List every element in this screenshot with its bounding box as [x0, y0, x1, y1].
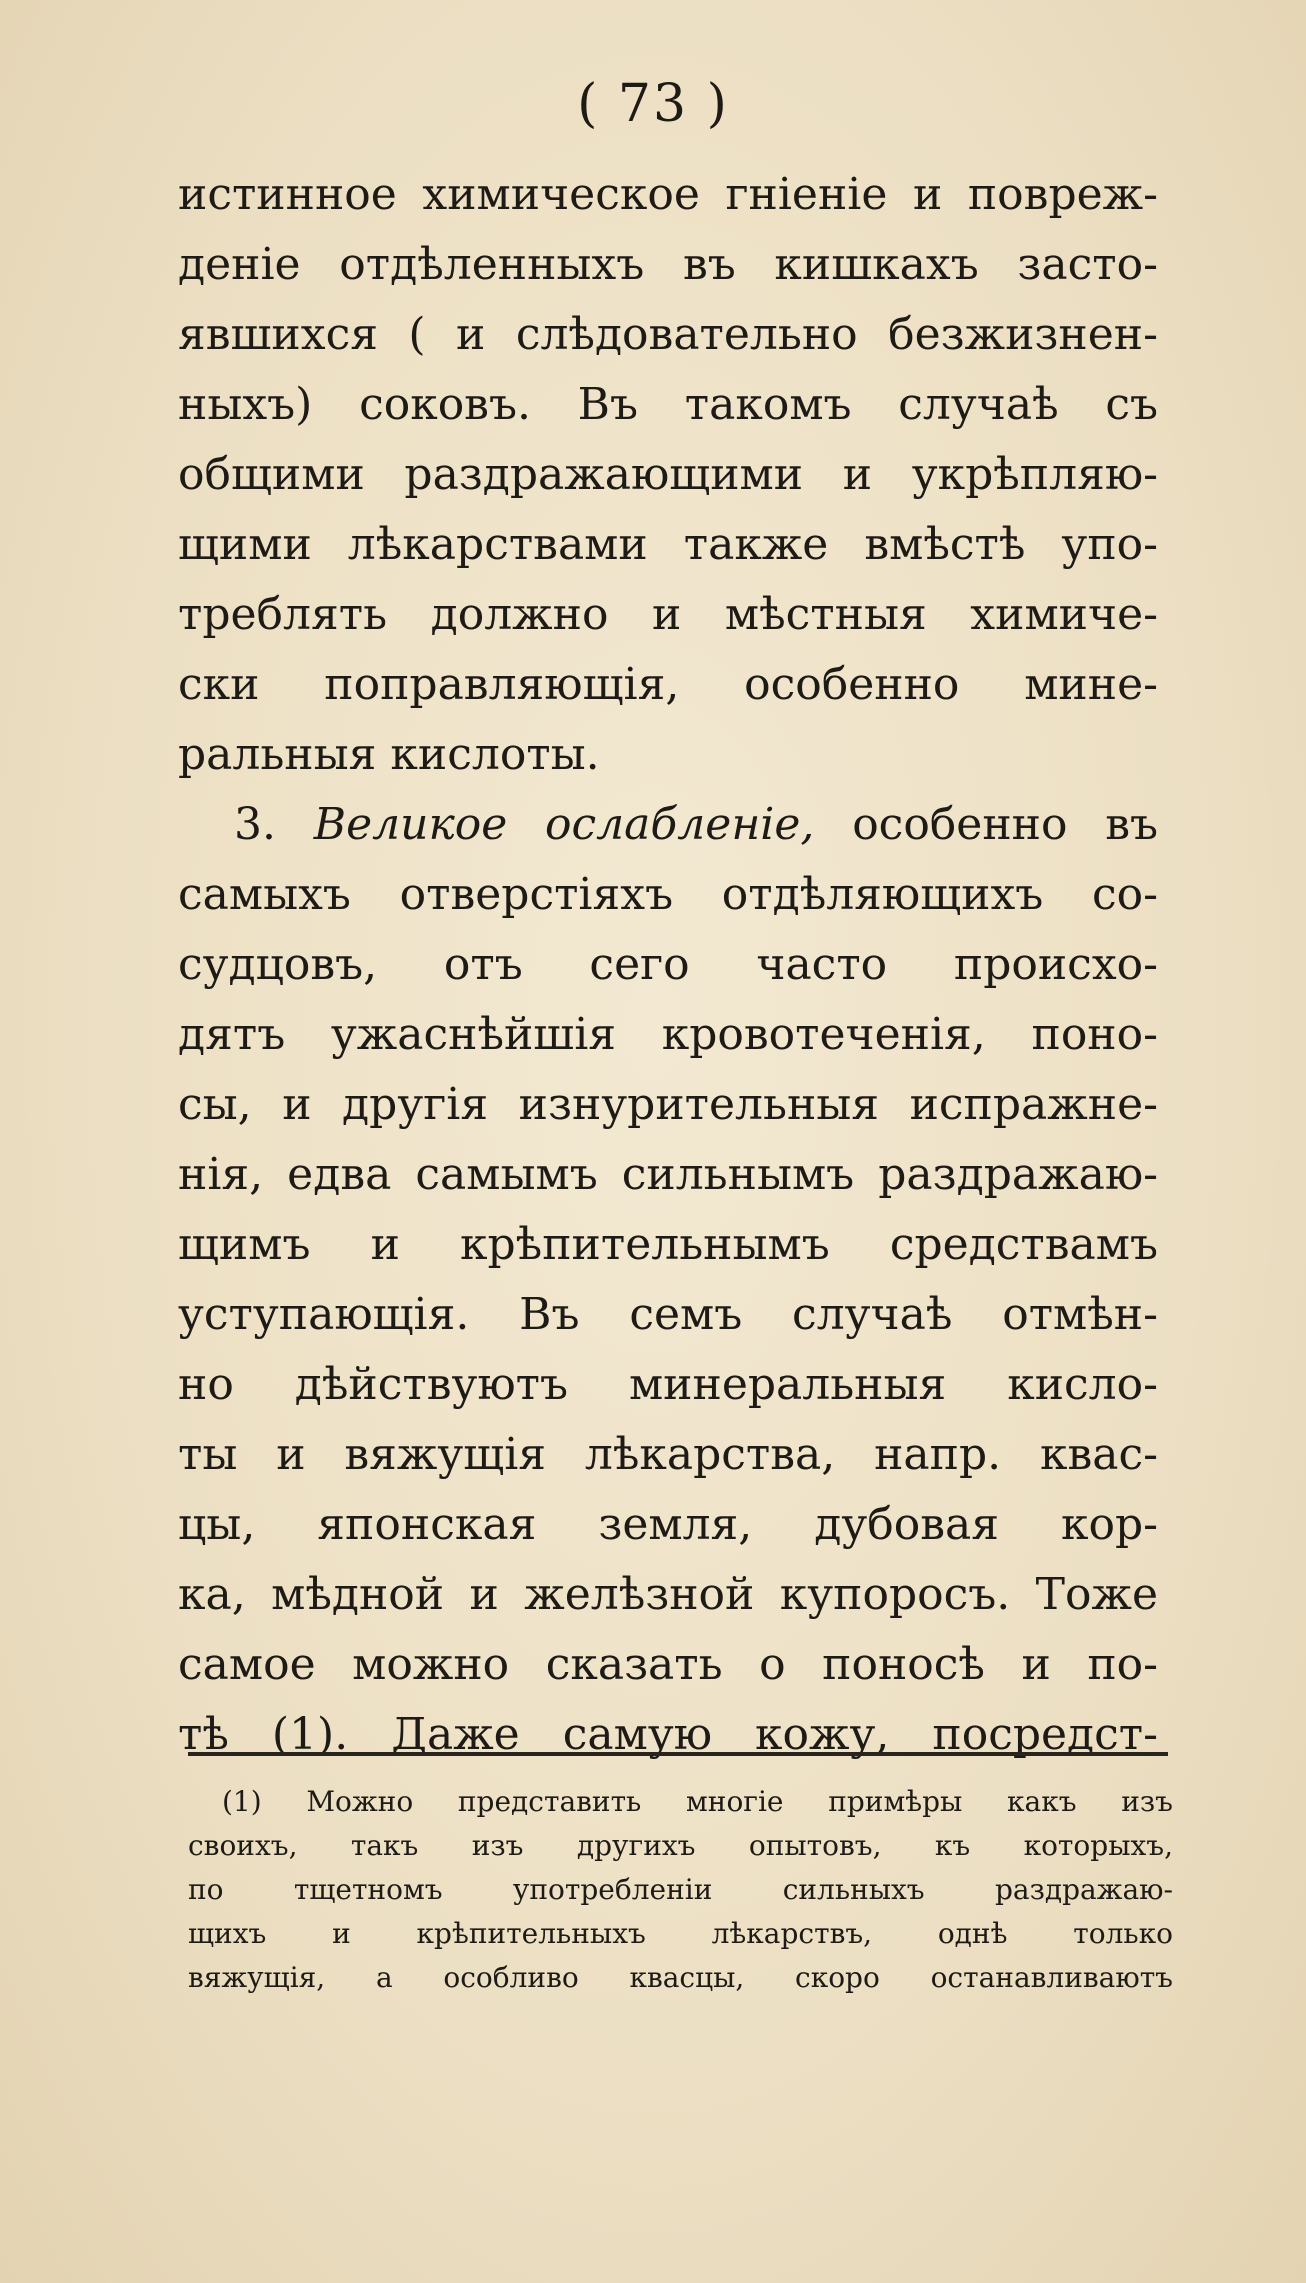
- footnote-line: (1) Можно представить многіе примѣры какъ изъ: [222, 1785, 1173, 1818]
- text-line: сы, и другія изнурительныя испражне-: [178, 1079, 1158, 1130]
- text-line: самое можно сказать о поносѣ и по-: [178, 1639, 1158, 1690]
- text-line: общими раздражающими и укрѣпляю-: [178, 449, 1158, 500]
- text-line: ски поправляющія, особенно мине-: [178, 659, 1158, 710]
- footnote-divider: [188, 1752, 1168, 1756]
- text-line: щимъ и крѣпительнымъ средствамъ: [178, 1219, 1158, 1270]
- text-line: тѣ (1). Даже самую кожу, посредст-: [178, 1709, 1158, 1760]
- text-line: уступающія. Въ семъ случаѣ отмѣн-: [178, 1289, 1158, 1340]
- text-line: но дѣйствуютъ минеральныя кисло-: [178, 1359, 1158, 1410]
- text-line: явшихся ( и слѣдовательно безжизнен-: [178, 309, 1158, 360]
- text-line: ты и вяжущія лѣкарства, напр. квас-: [178, 1429, 1158, 1480]
- text-line: дятъ ужаснѣйшія кровотеченія, поно-: [178, 1009, 1158, 1060]
- text-line: истинное химическое гніеніе и повреж-: [178, 169, 1158, 220]
- text-line: самыхъ отверстіяхъ отдѣляющихъ со-: [178, 869, 1158, 920]
- text-line: судцовъ, отъ сего часто происхо-: [178, 939, 1158, 990]
- footnote-line: своихъ, такъ изъ другихъ опытовъ, къ которыхъ,: [188, 1829, 1173, 1862]
- text-line: деніе отдѣленныхъ въ кишкахъ засто-: [178, 239, 1158, 290]
- item-3-first-line: [178, 790, 1158, 860]
- footnote-line: вяжущія, а особливо квасцы, скоро останавливаютъ: [188, 1961, 1173, 1994]
- item-3-first-line-rest: особенно въ: [852, 799, 1159, 850]
- text-line: нія, едва самымъ сильнымъ раздражаю-: [178, 1149, 1158, 1200]
- footnote-line: по тщетномъ употребленіи сильныхъ раздражаю-: [188, 1873, 1173, 1906]
- text-line: ка, мѣдной и желѣзной купоросъ. Тоже: [178, 1569, 1158, 1620]
- text-line: щими лѣкарствами также вмѣстѣ упо-: [178, 519, 1158, 570]
- page-number: ( 73 ): [577, 74, 729, 134]
- text-line: ральныя кислоты.: [178, 729, 600, 780]
- text-line: ныхъ) соковъ. Въ такомъ случаѣ съ: [178, 379, 1158, 430]
- item-3-number: 3.: [234, 799, 276, 850]
- footnote-line: щихъ и крѣпительныхъ лѣкарствъ, однѣ только: [188, 1917, 1173, 1950]
- item-3-heading: Великое ослабленіе,: [313, 799, 815, 850]
- text-line: треблять должно и мѣстныя химиче-: [178, 589, 1158, 640]
- footnote: [188, 1780, 1173, 2000]
- text-line: цы, японская земля, дубовая кор-: [178, 1499, 1158, 1550]
- main-text: [178, 160, 1158, 1770]
